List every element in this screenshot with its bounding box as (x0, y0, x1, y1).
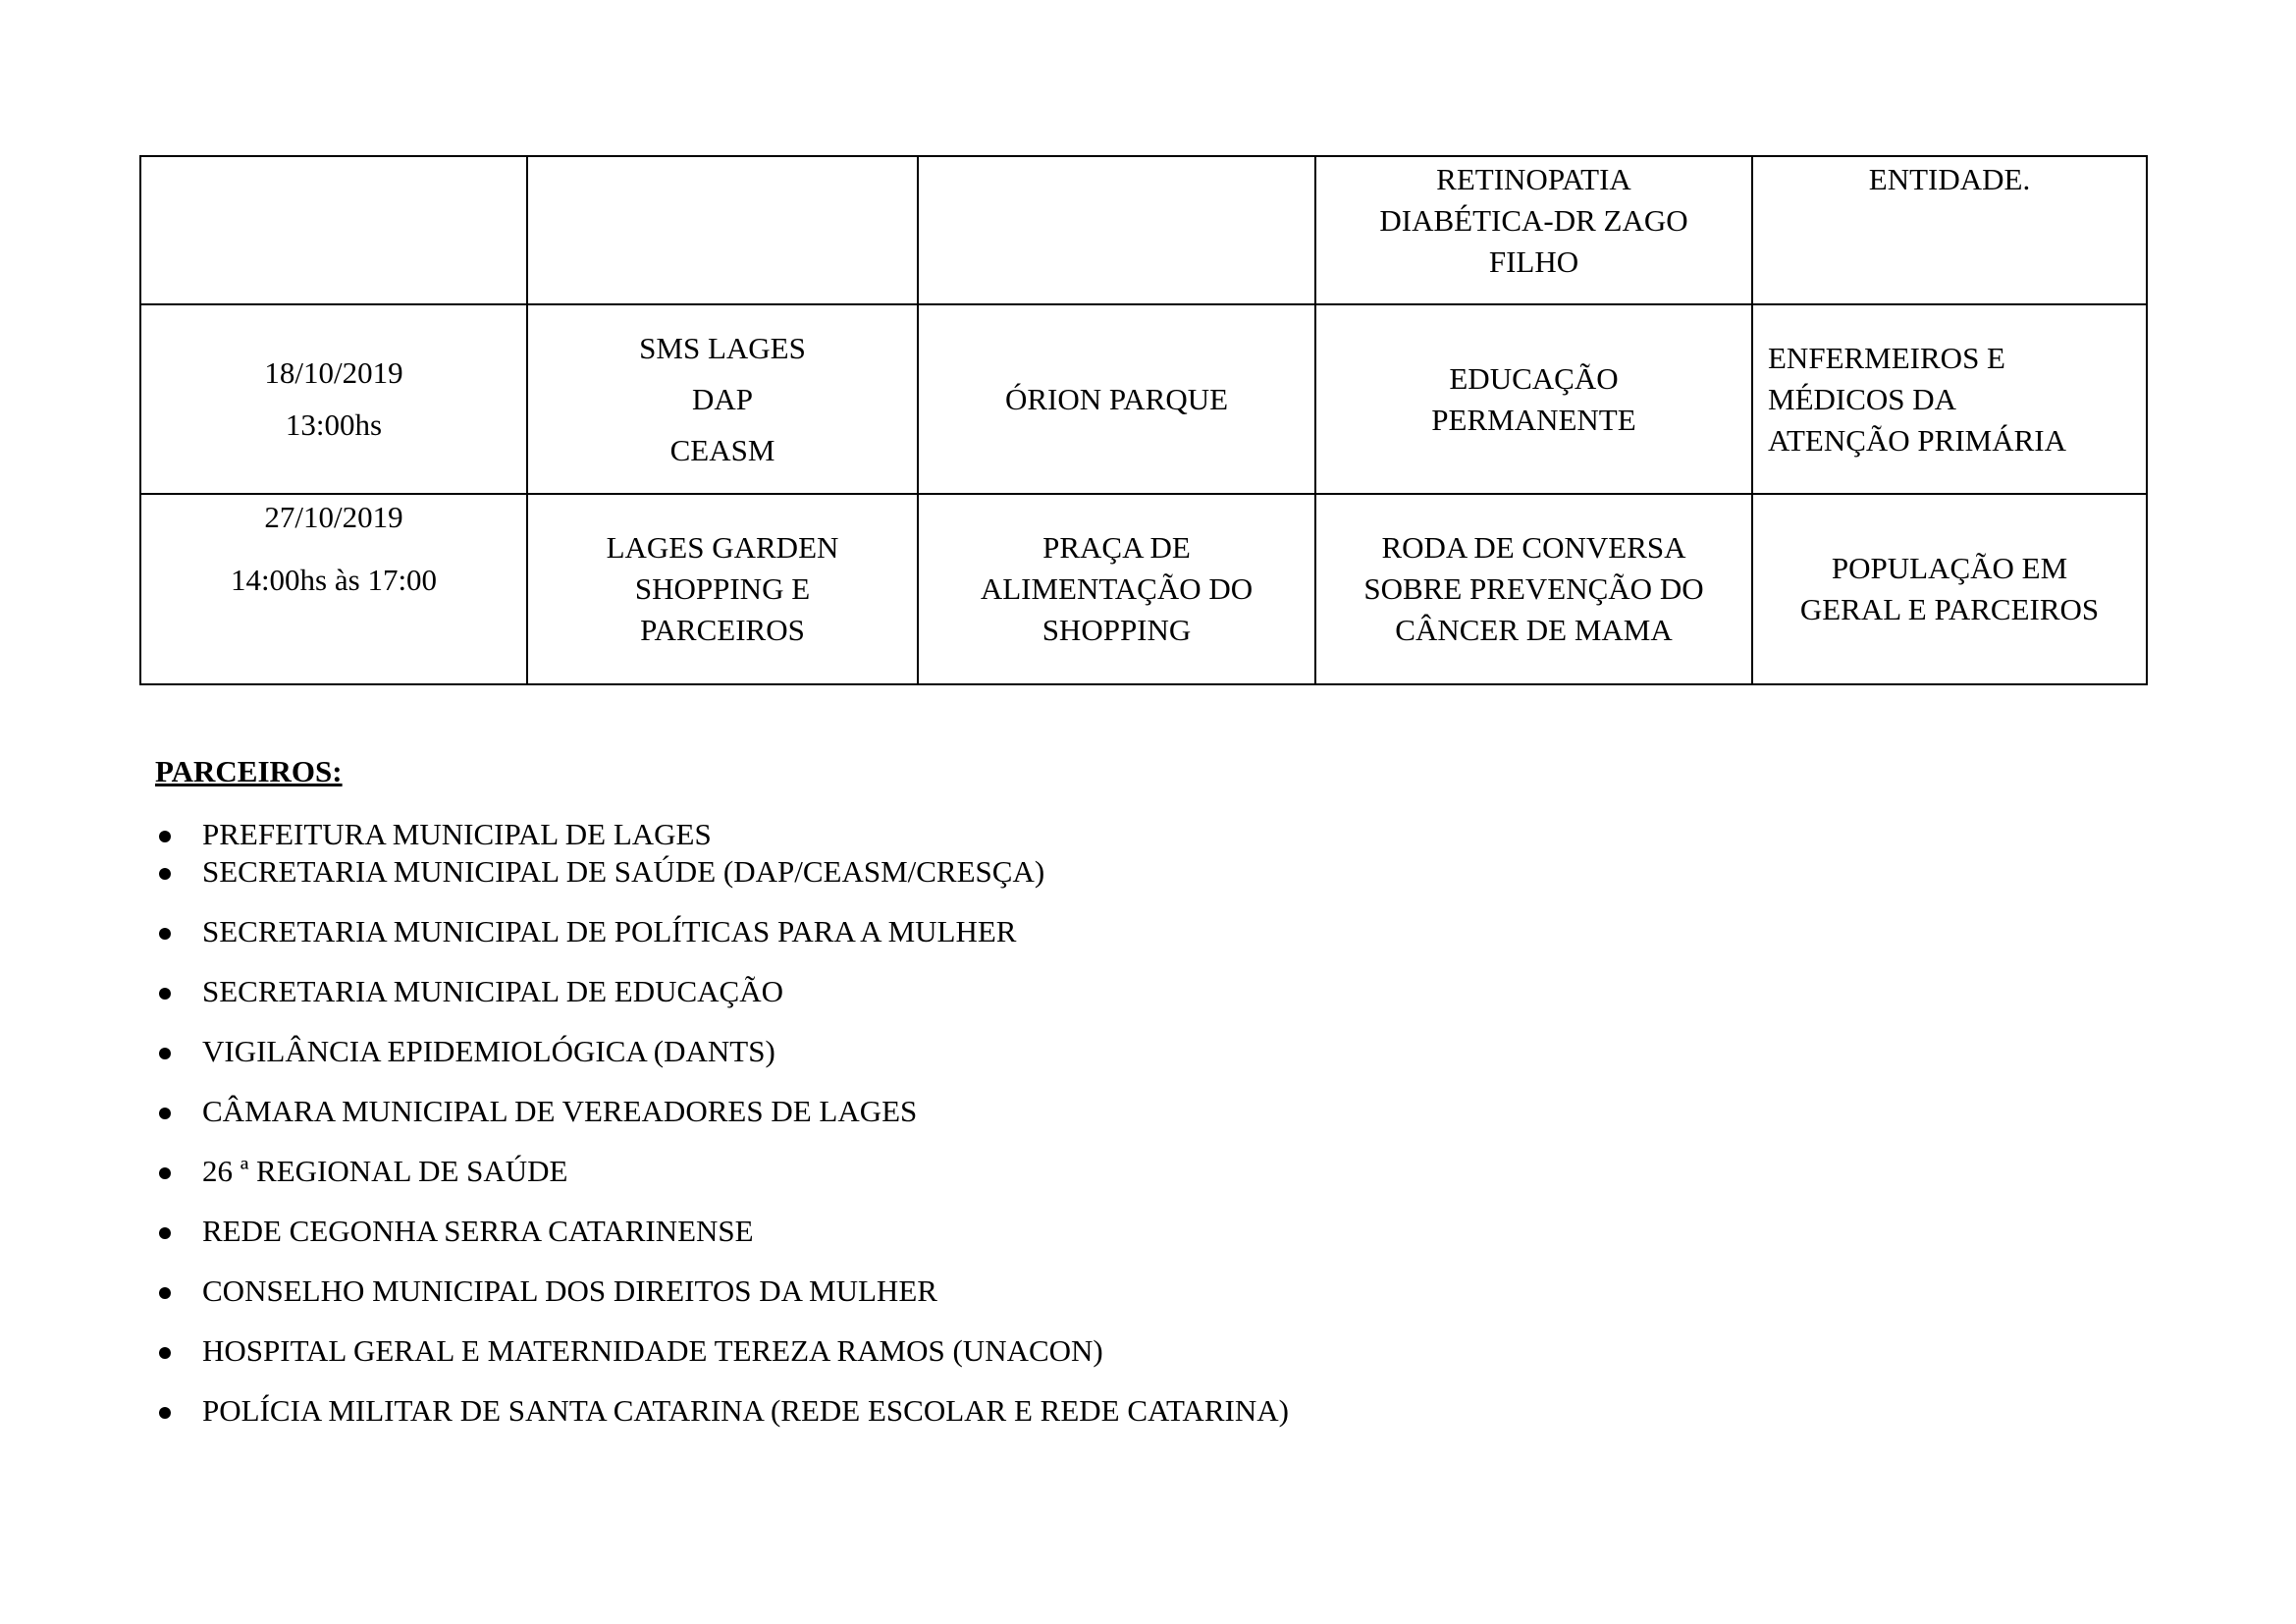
cell-line: PERMANENTE (1431, 402, 1636, 437)
list-item (202, 1272, 937, 1311)
audience-cell (1752, 494, 2147, 684)
location-cell (918, 494, 1315, 684)
cell-line: GERAL E PARCEIROS (1799, 592, 2100, 626)
cell-line: MÉDICOS DA (1768, 381, 1957, 416)
cell-line: ATENÇÃO PRIMÁRIA (1768, 422, 2066, 458)
cell-line: DIABÉTICA-DR ZAGO (1379, 203, 1688, 238)
table-row (140, 494, 2147, 684)
date-cell (140, 494, 527, 684)
list-item-label: VIGILÂNCIA EPIDEMIOLÓGICA (DANTS) (202, 1034, 775, 1068)
cell-line: LAGES GARDEN (606, 530, 839, 565)
cell-line: RETINOPATIA (1436, 162, 1631, 196)
list-item-label: PREFEITURA MUNICIPAL DE LAGES (202, 817, 712, 851)
list-item (202, 1212, 754, 1251)
cell-line: SHOPPING (1041, 613, 1192, 647)
cell-line: EDUCAÇÃO (1449, 360, 1619, 396)
list-item-label: SECRETARIA MUNICIPAL DE SAÚDE (DAP/CEASM/CRESÇA) (202, 854, 1045, 889)
activity-cell (1315, 156, 1752, 304)
cell-line: 27/10/2019 (264, 500, 403, 534)
schedule-table (139, 155, 2148, 685)
cell-line: PARCEIROS (640, 613, 805, 647)
cell-line: ENTIDADE. (1868, 162, 2031, 196)
bullet-icon (159, 831, 171, 842)
audience-cell (1752, 156, 2147, 304)
date-cell (140, 304, 527, 494)
cell-line: 14:00hs às 17:00 (230, 563, 438, 597)
list-item-label: CONSELHO MUNICIPAL DOS DIREITOS DA MULHER (202, 1273, 937, 1308)
list-item-label: SECRETARIA MUNICIPAL DE EDUCAÇÃO (202, 974, 784, 1008)
cell-line: PRAÇA DE (1042, 530, 1191, 565)
bullet-icon (159, 928, 171, 940)
date-cell (140, 156, 527, 304)
bullet-icon (159, 988, 171, 1000)
partners-heading: PARCEIROS: (155, 754, 343, 788)
list-item (202, 1092, 917, 1131)
cell-line: FILHO (1488, 244, 1579, 279)
bullet-icon (159, 1287, 171, 1299)
audience-cell (1752, 304, 2147, 494)
organizer-cell (527, 494, 918, 684)
bullet-icon (159, 1227, 171, 1239)
cell-line: SHOPPING E (634, 571, 811, 606)
cell-line: 18/10/2019 (264, 355, 403, 390)
list-item (202, 852, 1044, 892)
location-cell (918, 304, 1315, 494)
list-item-label: 26 ª REGIONAL DE SAÚDE (202, 1154, 568, 1188)
list-item-label: CÂMARA MUNICIPAL DE VEREADORES DE LAGES (202, 1094, 918, 1128)
cell-line: RODA DE CONVERSA (1381, 530, 1686, 565)
list-item (202, 815, 712, 854)
cell-line: CÂNCER DE MAMA (1395, 613, 1673, 647)
list-item (202, 1032, 775, 1071)
bullet-icon (159, 868, 171, 880)
cell-line: ALIMENTAÇÃO DO (980, 571, 1254, 606)
table-row (140, 156, 2147, 304)
bullet-icon (159, 1167, 171, 1179)
bullet-icon (159, 1108, 171, 1119)
location-cell (918, 156, 1315, 304)
list-item-label: HOSPITAL GERAL E MATERNIDADE TEREZA RAMOS (UNACON) (202, 1333, 1103, 1368)
cell-line: DAP (691, 381, 753, 416)
activity-cell (1315, 304, 1752, 494)
cell-line: POPULAÇÃO EM (1831, 551, 2068, 585)
list-item (202, 972, 783, 1011)
organizer-cell (527, 304, 918, 494)
list-item (202, 1391, 1289, 1431)
list-item (202, 1331, 1103, 1371)
list-item-label: SECRETARIA MUNICIPAL DE POLÍTICAS PARA A MULHER (202, 914, 1017, 948)
list-item (202, 1152, 567, 1191)
list-item-label: POLÍCIA MILITAR DE SANTA CATARINA (REDE ESCOLAR E REDE CATARINA) (202, 1393, 1289, 1428)
cell-line: ENFERMEIROS E (1768, 340, 2005, 375)
list-item-label: REDE CEGONHA SERRA CATARINENSE (202, 1214, 754, 1248)
cell-line: SMS LAGES (639, 330, 806, 365)
list-item (202, 912, 1016, 951)
cell-line: SOBRE PREVENÇÃO DO (1363, 571, 1704, 606)
organizer-cell (527, 156, 918, 304)
bullet-icon (159, 1347, 171, 1359)
cell-line: ÓRION PARQUE (1004, 381, 1229, 416)
bullet-icon (159, 1048, 171, 1059)
cell-line: 13:00hs (285, 407, 383, 442)
bullet-icon (159, 1407, 171, 1419)
table-row (140, 304, 2147, 494)
cell-line: CEASM (669, 432, 775, 467)
activity-cell (1315, 494, 1752, 684)
